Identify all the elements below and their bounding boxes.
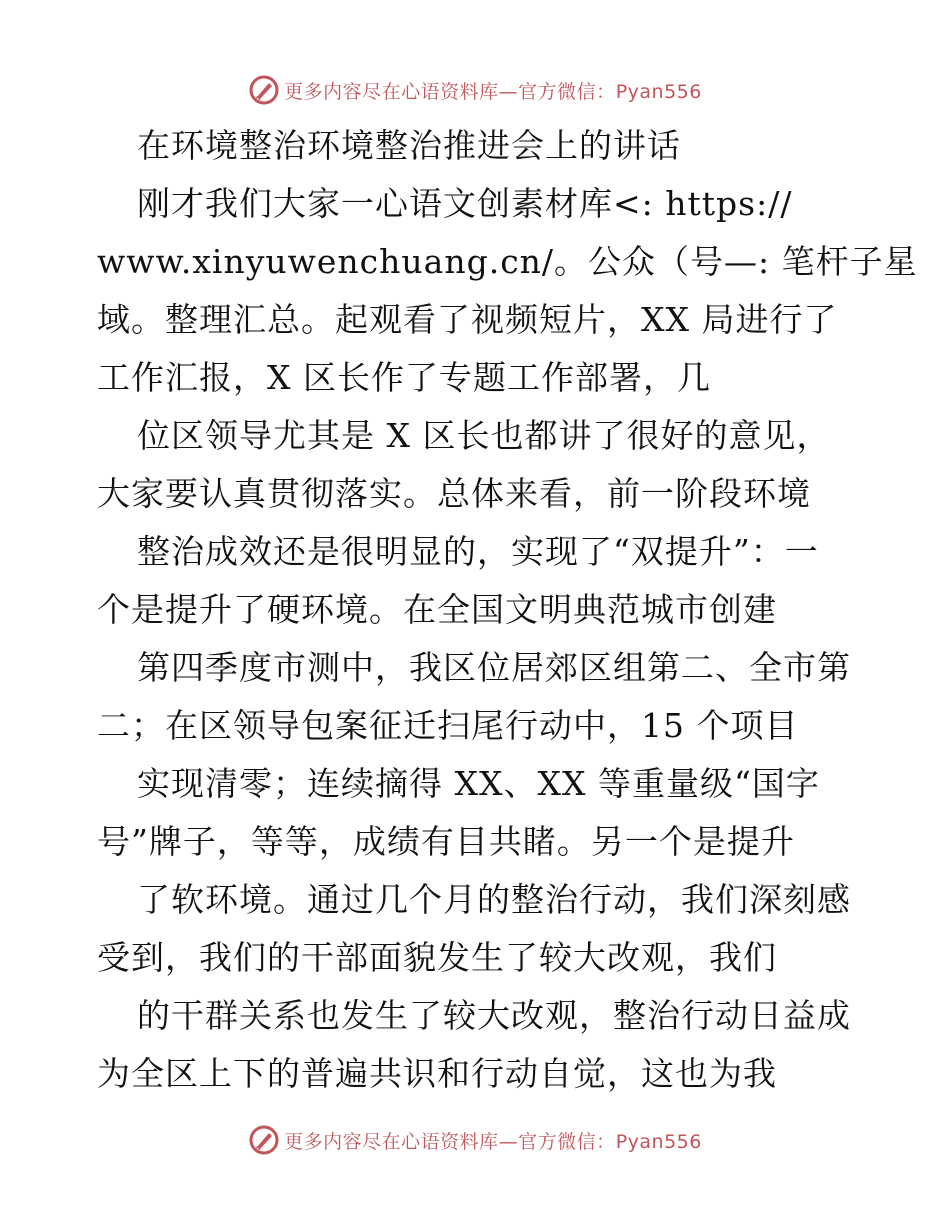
footer-banner-text <box>284 1127 702 1154</box>
footer-banner-dash: — <box>498 1130 519 1153</box>
header-banner <box>0 70 950 110</box>
header-wechat-label: 官方微信： <box>518 80 616 103</box>
footer-banner <box>0 1120 950 1160</box>
document-title: 在环境整治环境整治推进会上的讲话 <box>137 126 681 165</box>
text-line: 大家要认真贯彻落实。总体来看，前一阶段环境 <box>97 474 811 513</box>
text-line: 刚才我们大家一心语文创素材库<: https:// <box>137 184 793 223</box>
text-line: 为全区上下的普遍共识和行动自觉，这也为我 <box>97 1054 777 1093</box>
pen-logo-icon <box>248 1124 280 1156</box>
header-banner-dash: — <box>498 80 519 103</box>
text-line: 工作汇报，X 区长作了专题工作部署，几 <box>97 358 711 397</box>
text-line: 二；在区领导包案征迁扫尾行动中，15 个项目 <box>97 706 799 745</box>
header-banner-text <box>284 77 702 104</box>
text-line: 受到，我们的干部面貌发生了较大改观，我们 <box>97 938 777 977</box>
text-line: 整治成效还是很明显的，实现了“双提升”：一 <box>137 532 819 571</box>
header-wechat-id: Pyan556 <box>615 80 702 103</box>
text-line: 实现清零；连续摘得 XX、XX 等重量级“国字 <box>137 764 820 803</box>
pen-logo-icon <box>248 74 280 106</box>
header-banner-title: 更多内容尽在心语资料库 <box>284 80 499 103</box>
footer-banner-title: 更多内容尽在心语资料库 <box>284 1130 499 1153</box>
text-line: www.xinyuwenchuang.cn/。公众（号—: 笔杆子星 <box>97 242 918 281</box>
text-line: 了软环境。通过几个月的整治行动，我们深刻感 <box>137 880 851 919</box>
footer-wechat-label: 官方微信： <box>518 1130 616 1153</box>
text-line: 个是提升了硬环境。在全国文明典范城市创建 <box>97 590 777 629</box>
text-line: 第四季度市测中，我区位居郊区组第二、全市第 <box>137 648 851 687</box>
text-line: 域。整理汇总。起观看了视频短片，XX 局进行了 <box>97 300 838 339</box>
footer-wechat-id: Pyan556 <box>615 1130 702 1153</box>
text-line: 位区领导尤其是 X 区长也都讲了很好的意见， <box>137 416 831 455</box>
text-line: 号”牌子，等等，成绩有目共睹。另一个是提升 <box>97 822 795 861</box>
text-line: 的干群关系也发生了较大改观，整治行动日益成 <box>137 996 851 1035</box>
